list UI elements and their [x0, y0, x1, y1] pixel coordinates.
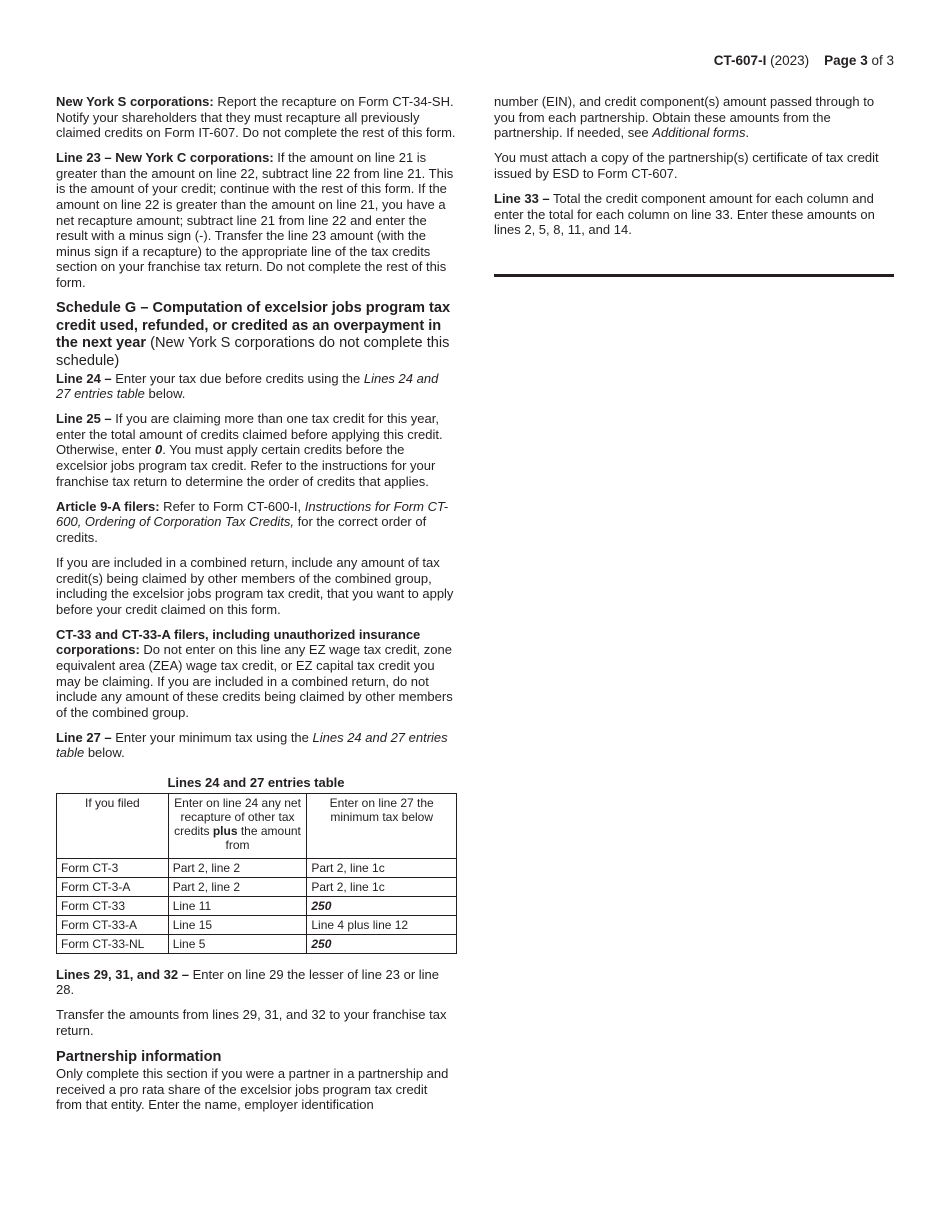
line23-heading: Line 23 – New York C corporations:	[56, 150, 274, 166]
col-line24-text: Enter on line 24 any net recapture of other tax credits	[174, 795, 301, 838]
line24-heading: Line 24 –	[56, 370, 112, 386]
page-of: of 3	[871, 53, 894, 68]
transfer-paragraph: Transfer the amounts from lines 29, 31, and 32 to your franchise tax return.	[56, 1007, 447, 1038]
entries-table	[56, 793, 457, 954]
nys-text: Report the recapture on Form CT-34-SH. Notify your shareholders that they must recapture all previously claimed credits on Form IT-607. Do not complete the rest of this form.	[56, 94, 456, 141]
table-row	[57, 877, 457, 896]
cell-line27: Part 2, line 1c	[307, 858, 457, 877]
additional-forms-ref: Additional forms	[652, 125, 746, 141]
cell-line27: Line 4 plus line 12	[307, 915, 457, 934]
cell-line24: Part 2, line 2	[168, 877, 307, 896]
cell-form: Form CT-33-NL	[57, 934, 169, 953]
article9a-text-end: for the correct order of credits.	[56, 514, 427, 545]
col-if-you-filed: If you filed	[57, 793, 169, 858]
line24-text-end: below.	[144, 386, 186, 402]
partnership-continued-paragraph	[494, 94, 894, 141]
line24-paragraph	[56, 371, 456, 402]
col-line24-text-end: the amount from	[225, 823, 301, 852]
partnership-heading: Partnership information	[56, 1049, 222, 1066]
line27-heading: Line 27 –	[56, 729, 112, 745]
article9a-heading: Article 9-A filers:	[56, 498, 160, 514]
entries-table-header	[57, 793, 457, 858]
page-number: 3	[860, 53, 868, 68]
line25-paragraph	[56, 411, 456, 489]
page-header	[714, 53, 894, 68]
nys-paragraph	[56, 94, 456, 141]
cell-line24: Part 2, line 2	[168, 858, 307, 877]
cell-form: Form CT-3	[57, 858, 169, 877]
article9a-paragraph	[56, 499, 456, 546]
line27-text: Enter your minimum tax using the	[111, 729, 313, 745]
line24-text: Enter your tax due before credits using the	[111, 370, 364, 386]
table-row	[57, 896, 457, 915]
line24-table-ref: Lines 24 and 27 entries table	[56, 370, 439, 402]
line27-paragraph	[56, 730, 456, 761]
combined-return-paragraph: If you are included in a combined return, include any amount of tax credit(s) being claimed by other members of the combined group, including the excelsior jobs program tax credit, that you want to apply before your credit claimed on this form.	[56, 554, 454, 617]
cell-form: Form CT-33-A	[57, 915, 169, 934]
line25-heading: Line 25 –	[56, 411, 112, 427]
line23-text: If the amount on line 21 is greater than the amount on line 22, subtract line 22 from line 21. This is the amount of your credit; continue with the rest of this form. If the amount on line 22 is greater than the amount on line 21, you have a net recapture amount; subtract line 21 from line 22 and enter the result with a minus sign (-). Transfer the line 23 amount (with the minus sign if a recapture) to the appropriate line of the tax credits section on your franchise tax return. Do not complete the rest of this form.	[56, 150, 454, 291]
line25-text: If you are claiming more than one tax credit for this year, enter the total amount of credits claimed before applying this credit. Otherwise, enter	[56, 411, 443, 458]
line27-text-end: below.	[84, 745, 125, 761]
cell-form: Form CT-3-A	[57, 877, 169, 896]
left-column	[56, 94, 456, 1122]
partnership-continued-end: .	[745, 125, 750, 141]
right-column	[494, 94, 894, 247]
ct33-heading: CT-33 and CT-33-A filers, including unauthorized insurance corporations:	[56, 626, 421, 658]
line25-text-end: . You must apply certain credits before the excelsior jobs program tax credit. Refer to the instructions for your franchise tax return to determine the order of credits that applies.	[56, 442, 436, 489]
cell-line27: 250	[307, 896, 457, 915]
ct33-paragraph	[56, 627, 456, 721]
schedule-g-heading	[56, 300, 456, 370]
line33-paragraph	[494, 191, 894, 238]
line33-text: Total the credit component amount for each column and enter the total for each column on line 33. Enter these amounts on lines 2, 5, 8, 11, and 14.	[494, 190, 875, 238]
lines29-heading: Lines 29, 31, and 32 –	[56, 966, 189, 982]
line25-zero: 0	[155, 442, 163, 458]
end-of-form-rule	[494, 274, 894, 277]
table-row	[57, 858, 457, 877]
cell-line27: 250	[307, 934, 457, 953]
schedule-g-note: (New York S corporations do not complete this schedule)	[56, 335, 450, 369]
lines29-text: Enter on line 29 the lesser of line 23 or line 28.	[56, 966, 440, 998]
schedule-g-title: Schedule G – Computation of excelsior jobs program tax credit used, refunded, or credited as an overpayment in the next year	[56, 300, 451, 352]
cell-form: Form CT-33	[57, 896, 169, 915]
article9a-reference: Instructions for Form CT-600, Ordering of Corporation Tax Credits,	[56, 498, 449, 530]
col-line27: Enter on line 27 the minimum tax below	[307, 793, 457, 858]
partnership-continued-text: number (EIN), and credit component(s) amount passed through to you from each partnership. Obtain these amounts from the partnership. If needed, see	[494, 94, 875, 141]
table-row	[57, 915, 457, 934]
page-label: Page	[824, 53, 857, 68]
form-year: (2023)	[770, 53, 810, 68]
lines29-paragraph	[56, 967, 456, 998]
form-id: CT-607-I	[713, 53, 767, 68]
col-line24	[168, 793, 307, 858]
attach-certificate-paragraph: You must attach a copy of the partnership(s) certificate of tax credit issued by ESD to Form CT-607.	[494, 150, 879, 181]
partnership-paragraph: Only complete this section if you were a partner in a partnership and received a pro rata share of the excelsior jobs program tax credit from that entity. Enter the name, employer identification	[56, 1066, 449, 1113]
line27-table-ref: Lines 24 and 27 entries table	[56, 729, 448, 761]
entries-table-title: Lines 24 and 27 entries table	[167, 775, 345, 791]
cell-line24: Line 5	[168, 934, 307, 953]
table-row	[57, 934, 457, 953]
ct33-text: Do not enter on this line any EZ wage tax credit, zone equivalent area (ZEA) wage tax credit, or EZ capital tax credit you may be claiming. If you are included in a combined return, do not include any amount of these credits being claimed by other members of the combined group.	[56, 642, 453, 720]
article9a-text: Refer to Form CT-600-I,	[159, 498, 305, 514]
col-line24-plus: plus	[212, 823, 238, 838]
nys-heading: New York S corporations:	[56, 94, 214, 109]
cell-line27: Part 2, line 1c	[307, 877, 457, 896]
line23-paragraph	[56, 150, 456, 290]
cell-line24: Line 15	[168, 915, 307, 934]
cell-line24: Line 11	[168, 896, 307, 915]
line33-heading: Line 33 –	[494, 190, 550, 206]
